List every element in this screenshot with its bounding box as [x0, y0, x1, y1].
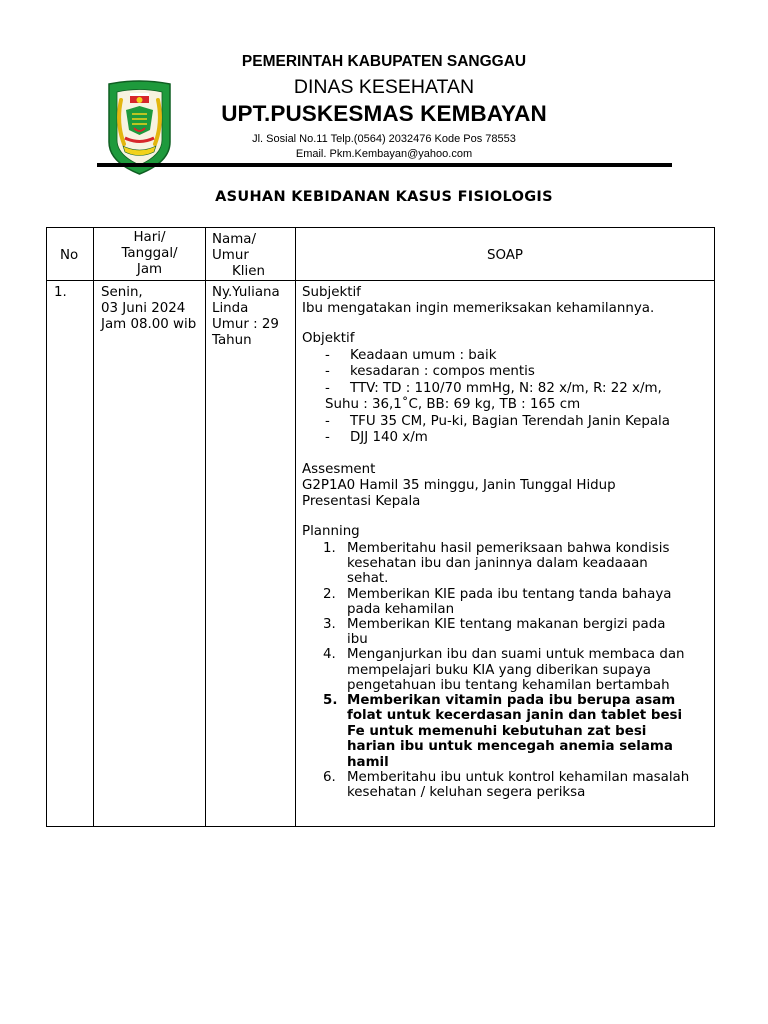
assessment-line: G2P1A0 Hamil 35 minggu, Janin Tunggal Hidup [302, 478, 616, 493]
letterhead-rule [97, 163, 672, 167]
soap-objective [302, 331, 670, 447]
sanggau-regency-emblem-icon [106, 78, 173, 176]
subjective-text: Ibu mengatakan ingin memeriksakan kehamilannya. [302, 301, 655, 316]
assessment-heading: Assesment [302, 462, 376, 477]
clinic-email: Email. Pkm.Kembayan@yahoo.com [295, 148, 473, 160]
header-patient: Nama/ Umur Klien [212, 232, 265, 279]
column-divider [295, 228, 296, 826]
midwifery-care-table [46, 227, 715, 827]
soap-assessment [302, 462, 616, 510]
planning-item-bold: 5. Memberikan vitamin pada ibu berupa asam folat untuk kecerdasan janin dan tablet besi Fe untuk memenuhi kebutuhan zat besi harian ibu untuk mencegah anemia selama hamil [323, 693, 683, 770]
objective-item: - kesadaran : compos mentis [325, 364, 535, 379]
soap-subjective [302, 285, 654, 317]
planning-item: 1. Memberitahu hasil pemeriksaan bahwa kondisis kesehatan ibu dan janinnya dalam keadaaan sehat. [323, 541, 670, 587]
planning-item: 6. Memberitahu ibu untuk kontrol kehamilan masalah kesehatan / keluhan segera periksa [323, 770, 690, 801]
header-soap: SOAP [486, 248, 524, 263]
objective-wrap: Suhu : 36,1˚C, BB: 69 kg, TB : 165 cm [325, 397, 581, 412]
clinic-name: UPT.PUSKESMAS KEMBAYAN [221, 101, 547, 126]
objective-item: - TFU 35 CM, Pu-ki, Bagian Terendah Janin Kepala [325, 413, 670, 429]
planning-heading: Planning [302, 524, 360, 539]
column-divider [93, 228, 94, 826]
government-name: PEMERINTAH KABUPATEN SANGGAU [241, 53, 527, 70]
department-name: DINAS KESEHATAN [293, 76, 475, 98]
row-number: 1. [54, 285, 67, 300]
column-divider [205, 228, 206, 826]
subjective-heading: Subjektif [302, 285, 361, 300]
row-date: Senin, 03 Juni 2024 Jam 08.00 wib [101, 285, 197, 332]
objective-item: - DJJ 140 x/m [325, 430, 428, 445]
objective-item: - TTV: TD : 110/70 mmHg, N: 82 x/m, R: 22 x/m, [325, 380, 662, 396]
assessment-line: Presentasi Kepala [302, 494, 421, 509]
objective-item: - Keadaan umum : baik [325, 347, 497, 363]
header-date: Hari/ Tanggal/ Jam [121, 230, 178, 277]
row-patient: Ny.Yuliana Linda Umur : 29 Tahun [212, 285, 280, 348]
clinic-address: Jl. Sosial No.11 Telp.(0564) 2032476 Kode Pos 78553 [252, 133, 516, 145]
header-divider [47, 280, 714, 281]
planning-item: 2. Memberikan KIE pada ibu tentang tanda bahaya pada kehamilan [323, 586, 672, 617]
objective-heading: Objektif [302, 331, 355, 346]
planning-list [302, 541, 689, 800]
planning-item: 4. Menganjurkan ibu dan suami untuk membaca dan mempelajari buku KIA yang diberikan supaya pengetahuan ibu tentang kehamilan bertambah [323, 647, 685, 693]
planning-item: 3. Memberikan KIE tentang makanan bergizi pada ibu [323, 617, 666, 648]
document-title: ASUHAN KEBIDANAN KASUS FISIOLOGIS [215, 189, 553, 205]
header-no: No [60, 248, 79, 263]
